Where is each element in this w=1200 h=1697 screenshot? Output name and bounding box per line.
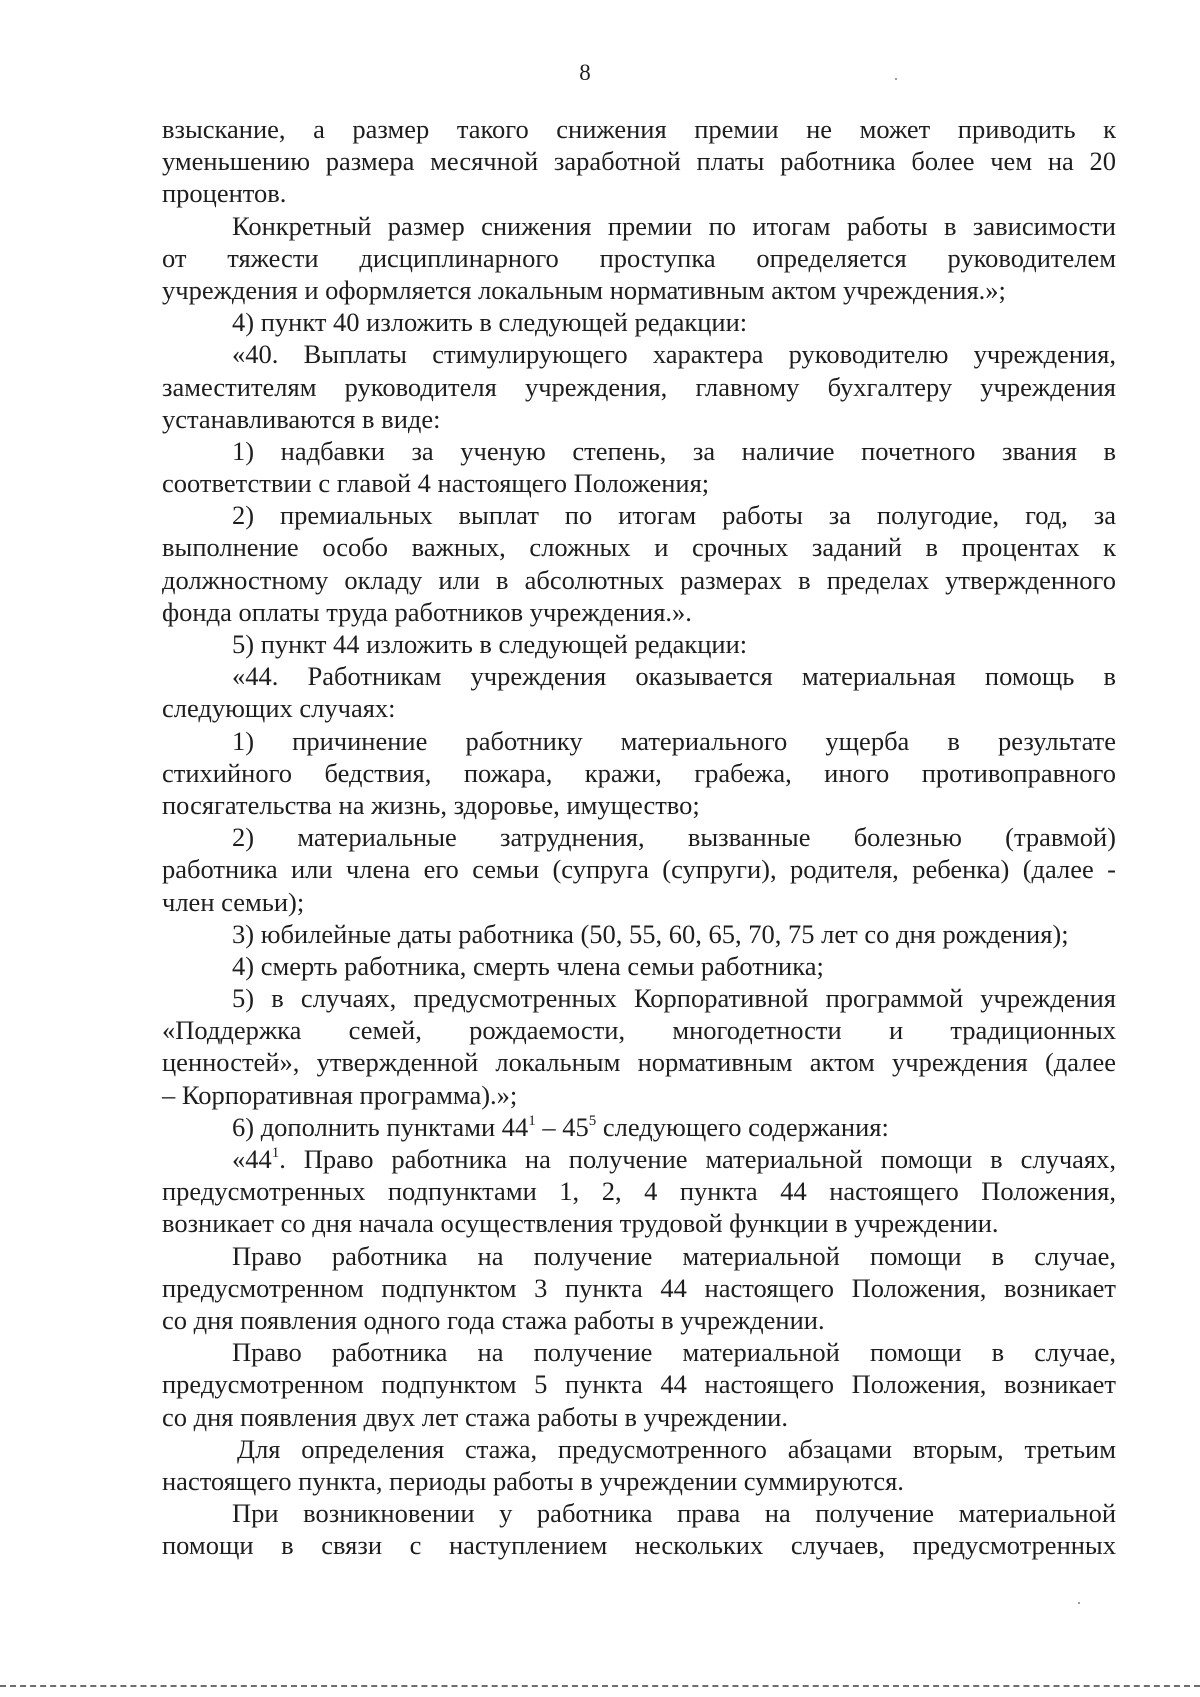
text-run: «44 — [232, 1144, 272, 1174]
superscript: 1 — [528, 1112, 536, 1129]
text-line: ценностей», утвержденной локальным нормативным актом учреждения (далее — [162, 1047, 1116, 1078]
text-line: предусмотренном подпунктом 3 пункта 44 настоящего Положения, возникает — [162, 1272, 1116, 1303]
document-body — [162, 113, 1116, 1561]
text-line: устанавливаются в виде: — [162, 403, 441, 434]
text-line: 2) материальные затруднения, вызванные болезнью (травмой) — [232, 822, 1116, 853]
text-line: от тяжести дисциплинарного проступка определяется руководителем — [162, 242, 1116, 273]
text-line: Право работника на получение материальной помощи в случае, — [232, 1240, 1116, 1271]
text-line: член семьи); — [162, 886, 305, 917]
text-line: При возникновении у работника права на получение материальной — [232, 1498, 1116, 1529]
text-line: 3) юбилейные даты работника (50, 55, 60, 65, 70, 75 лет со дня рождения); — [232, 918, 1069, 949]
text-line: выполнение особо важных, сложных и срочных заданий в процентах к — [162, 532, 1116, 563]
text-line: 5) в случаях, предусмотренных Корпоративной программой учреждения — [232, 983, 1116, 1014]
text-line: Для определения стажа, предусмотренного абзацами вторым, третьим — [237, 1433, 1116, 1464]
text-line: 4) пункт 40 изложить в следующей редакции: — [232, 307, 748, 338]
text-line: помощи в связи с наступлением нескольких случаев, предусмотренных — [162, 1530, 1116, 1561]
text-run: 6) дополнить пунктами 44 — [232, 1111, 529, 1142]
text-line: соответствии с главой 4 настоящего Положения; — [162, 468, 710, 499]
text-line — [162, 1143, 1116, 1175]
text-run: – 45 — [535, 1111, 589, 1142]
text-line: уменьшению размера месячной заработной платы работника более чем на 20 — [162, 146, 1116, 177]
superscript: 1 — [271, 1145, 280, 1161]
text-line: «Поддержка семей, рождаемости, многодетности и традиционных — [162, 1015, 1116, 1046]
text-line: фонда оплаты труда работников учреждения.». — [162, 596, 692, 627]
text-line: 1) причинение работнику материального ущерба в результате — [232, 725, 1116, 756]
text-run: следующего содержания: — [596, 1111, 889, 1142]
text-line: предусмотренных подпунктами 1, 2, 4 пункта 44 настоящего Положения, — [162, 1176, 1116, 1207]
text-line: возникает со дня начала осуществления трудовой функции в учреждении. — [162, 1208, 999, 1239]
scan-edge-line — [0, 1685, 1200, 1687]
text-line: Конкретный размер снижения премии по итогам работы в зависимости — [232, 210, 1116, 241]
text-line: следующих случаях: — [162, 693, 396, 724]
scan-speck — [1078, 1602, 1080, 1604]
text-line: работника или члена его семьи (супруга (супруги), родителя, ребенка) (далее - — [162, 854, 1116, 885]
text-line: со дня появления одного года стажа работы в учреждении. — [162, 1304, 825, 1335]
text-line: «44. Работникам учреждения оказывается материальная помощь в — [232, 661, 1116, 692]
scan-speck — [895, 78, 897, 80]
superscript: 5 — [588, 1112, 597, 1129]
text-run: . Право работника на получение материальной помощи в случаях, — [279, 1144, 1116, 1174]
text-line: со дня появления двух лет стажа работы в учреждении. — [162, 1401, 788, 1432]
text-line: 4) смерть работника, смерть члена семьи работника; — [232, 950, 824, 981]
text-line: предусмотренном подпунктом 5 пункта 44 настоящего Положения, возникает — [162, 1369, 1116, 1400]
text-line — [162, 1111, 1116, 1143]
text-line: 1) надбавки за ученую степень, за наличие почетного звания в — [232, 435, 1116, 466]
text-line: «40. Выплаты стимулирующего характера руководителю учреждения, — [232, 339, 1116, 370]
text-line: 5) пункт 44 изложить в следующей редакции: — [232, 629, 748, 659]
text-line: учреждения и оформляется локальным нормативным актом учреждения.»; — [162, 274, 1006, 305]
text-line: 2) премиальных выплат по итогам работы за полугодие, год, за — [232, 500, 1116, 531]
text-line: заместителям руководителя учреждения, главному бухгалтеру учреждения — [162, 371, 1116, 402]
text-line: стихийного бедствия, пожара, кражи, грабежа, иного противоправного — [162, 757, 1116, 788]
text-line: – Корпоративная программа).»; — [162, 1079, 518, 1110]
text-line: настоящего пункта, периоды работы в учреждении суммируются. — [162, 1465, 904, 1496]
text-line: Право работника на получение материальной помощи в случае, — [232, 1337, 1116, 1368]
text-line: процентов. — [162, 178, 287, 209]
page-number: 8 — [579, 60, 591, 85]
text-line: должностному окладу или в абсолютных размерах в пределах утвержденного — [162, 564, 1116, 595]
text-line: посягательства на жизнь, здоровье, имущество; — [162, 789, 700, 820]
text-line: взыскание, а размер такого снижения премии не может приводить к — [162, 114, 1116, 144]
